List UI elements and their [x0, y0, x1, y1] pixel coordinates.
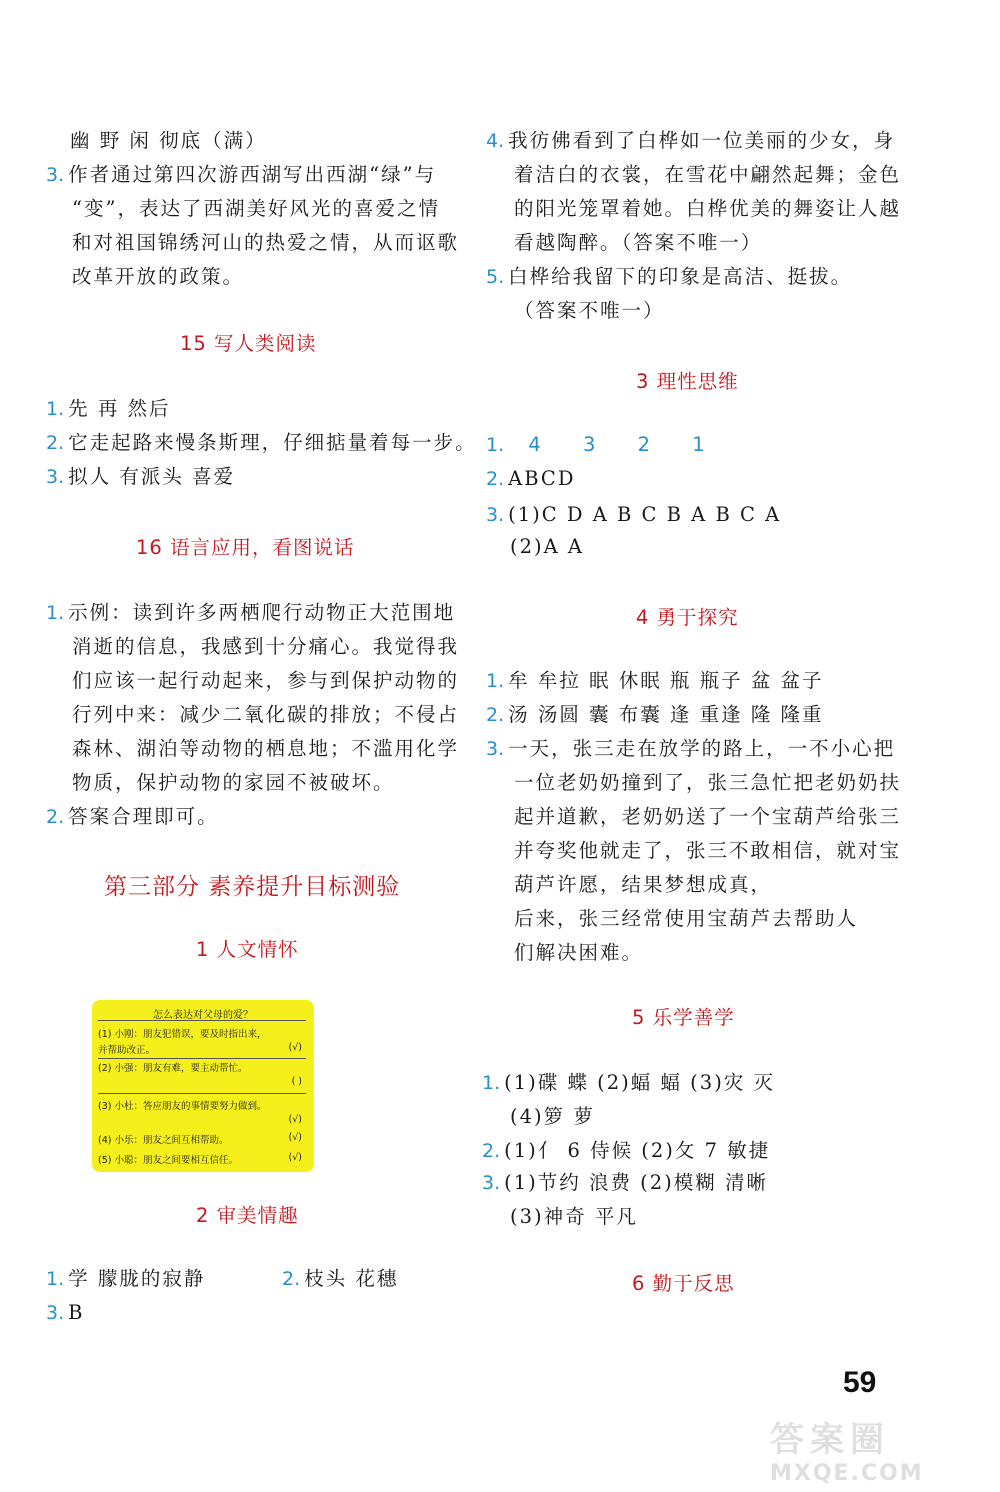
s16-line-1: 消逝的信息，我感到十分痛心。我觉得我	[72, 635, 460, 658]
a3-value: 3	[582, 433, 598, 456]
s15-item-3: 3. 拟人 有派头 喜爱	[46, 465, 236, 488]
s16-line-2: 们应该一起行动起来，参与到保护动物的	[72, 669, 460, 692]
card-row-4: (4) 小乐：朋友之间互相帮助。 (√)	[98, 1132, 302, 1146]
s16-line-5: 物质，保护动物的家园不被破坏。	[72, 771, 395, 794]
s16-line-6: 2. 答案合理即可。	[46, 805, 219, 828]
a4-line-4: 起并道歉，老奶奶送了一个宝葫芦给张三	[514, 805, 902, 828]
s16-line-4: 森林、湖泊等动物的栖息地；不滥用化学	[72, 737, 460, 760]
a4-line-1: 2. 汤 汤圆 囊 布囊 逢 重逢 隆 隆重	[486, 703, 824, 726]
s16-line-3: 行列中来：减少二氧化碳的排放；不侵占	[72, 703, 460, 726]
right-line-1: 着洁白的衣裳，在雪花中翩然起舞；金色	[514, 163, 902, 186]
right-line-3: 看越陶醉。（答案不唯一）	[514, 231, 763, 254]
a5-line-2: 2. (1)亻 6 侍候 (2)攵 7 敏捷	[482, 1139, 771, 1162]
right-line-2: 的阳光笼罩着她。白桦优美的舞姿让人越	[514, 197, 902, 220]
a4-line-2: 3. 一天，张三走在放学的路上，一不小心把	[486, 737, 896, 760]
section-a6-title: 6 勤于反思	[632, 1272, 735, 1295]
a3-value: 1	[692, 433, 707, 456]
a4-line-8: 们解决困难。	[514, 941, 644, 964]
a3-value: 4	[528, 433, 543, 456]
section-15-title: 15 写人类阅读	[180, 332, 317, 355]
right-line-4: 5. 白桦给我留下的印象是高洁、挺拔。	[486, 265, 853, 288]
a3-item-2: 2. ABCD	[486, 467, 576, 490]
s15-item-2: 2. 它走起路来慢条斯理，仔细掂量着每一步。	[46, 431, 477, 454]
left-line-0: 幽 野 闲 彻底（满）	[70, 129, 267, 152]
a2-item-1: 1. 学 朦胧的寂静	[46, 1267, 206, 1290]
a5-line-3: 3. (1)节约 浪费 (2)模糊 清晰	[482, 1171, 768, 1194]
watermark-logo: 答案圈 MXQE.COM	[770, 1420, 924, 1486]
card-row-5: (5) 小聪：朋友之间要相互信任。 (√)	[98, 1152, 302, 1166]
left-line-1: 3. 作者通过第四次游西湖写出西湖“绿”与	[46, 163, 437, 186]
a5-line-0: 1. (1)碟 蝶 (2)蝠 蝠 (3)灾 灭	[482, 1071, 775, 1094]
card-row-3: (3) 小杜：答应朋友的事情要努力做到。	[98, 1101, 267, 1112]
card-row-2: (2) 小强：朋友有难，要主动帮忙。	[98, 1063, 248, 1074]
a2-item-2: 2. 枝头 花穗	[282, 1267, 399, 1290]
section-a3-title: 3 理性思维	[636, 370, 739, 393]
part3-title: 第三部分 素养提升目标测验	[104, 874, 401, 900]
card-divider	[98, 1020, 306, 1021]
section-a4-title: 4 勇于探究	[636, 606, 739, 629]
a3-item-3: 3. (1)C D A B C B A B C A	[486, 503, 782, 526]
a4-line-3: 一位老奶奶撞到了，张三急忙把老奶奶扶	[514, 771, 902, 794]
card-divider	[98, 1093, 306, 1094]
page-number: 59	[843, 1366, 877, 1399]
right-line-0: 4. 我彷佛看到了白桦如一位美丽的少女，身	[486, 129, 896, 152]
a3-item-3b: (2)A A	[510, 535, 584, 558]
a5-line-4: (3)神奇 平凡	[510, 1205, 638, 1228]
card-row-1: (1) 小刚：朋友犯错误，要及时指出来，	[98, 1029, 267, 1040]
a4-line-5: 并夸奖他就走了，张三不敢相信，就对宝	[514, 839, 902, 862]
left-line-4: 改革开放的政策。	[72, 265, 245, 288]
s15-item-1: 1. 先 再 然后	[46, 397, 171, 420]
card-row-1b: 并帮助改正。 (√)	[98, 1042, 302, 1056]
left-line-2: “变”，表达了西湖美好风光的喜爱之情	[72, 197, 440, 220]
parents-love-card: 怎么表达对父母的爱？ (1) 小刚：朋友犯错误，要及时指出来， 并帮助改正。 (√) (2) 小强：朋友有难，要主动帮忙。 ( ) (3) 小杜：答应朋友的事情要努力做到。 (√) (4) 小乐：朋友之间互相帮助。 (√) (5) 小聪：朋友之间要相互信任。 (√)	[92, 1000, 314, 1172]
section-a2-title: 2 审美情趣	[196, 1204, 299, 1227]
a3-value: 2	[637, 433, 653, 456]
a2-item-3: 3. B	[46, 1301, 85, 1324]
right-line-5: （答案不唯一）	[514, 299, 665, 322]
a3-item-1: 1. 4 3 2 1	[486, 433, 707, 456]
section-a1-title: 1 人文情怀	[196, 938, 299, 961]
s16-line-0: 1. 示例：读到许多两栖爬行动物正大范围地	[46, 601, 456, 624]
left-line-3: 和对祖国锦绣河山的热爱之情，从而讴歌	[72, 231, 460, 254]
card-divider	[98, 1058, 306, 1059]
a5-line-1: (4)箩 萝	[510, 1105, 595, 1128]
section-a5-title: 5 乐学善学	[632, 1006, 735, 1029]
card-title: 怎么表达对父母的爱？	[153, 1010, 253, 1021]
a4-line-0: 1. 牟 牟拉 眠 休眠 瓶 瓶子 盆 盆子	[486, 669, 824, 692]
a4-line-6: 葫芦许愿，结果梦想成真，	[514, 873, 773, 896]
a4-line-7: 后来，张三经常使用宝葫芦去帮助人	[514, 907, 859, 930]
section-16-title: 16 语言应用，看图说话	[136, 536, 355, 559]
